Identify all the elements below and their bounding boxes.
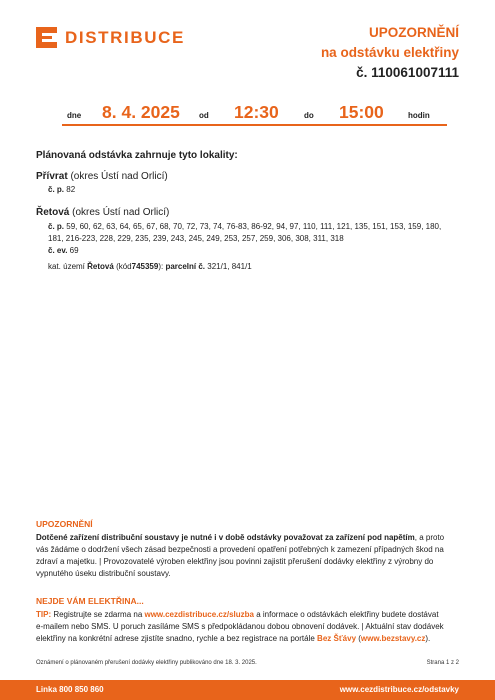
date-label: dne [67,111,82,120]
from-label: od [199,111,209,120]
logo-mark-icon [36,27,57,48]
outage-date: 8. 4. 2025 [102,102,180,122]
to-label: do [304,111,314,120]
notice-header [321,23,459,83]
page-number: Strana 1 z 2 [426,660,459,666]
registration-link[interactable]: www.cezdistribuce.cz/sluzba [144,610,254,619]
locations-intro: Plánovaná odstávka zahrnuje tyto lokality: [36,150,238,161]
logo-text: DISTRIBUCE [65,27,185,47]
outages-link[interactable]: www.cezdistribuce.cz/odstavky [339,685,459,694]
start-time: 12:30 [234,102,279,122]
notice-subtitle: na odstávku elektřiny [320,45,459,60]
warning-title: UPOZORNĚNÍ [36,519,93,529]
cadastral-info: kat. území Řetová (kód745359): parcelní č. 321/1, 841/1 [48,262,252,271]
portal-link[interactable]: www.bezstavy.cz [360,634,426,643]
location-title [36,171,168,182]
hotline-number[interactable]: Linka 800 850 860 [36,685,104,694]
divider [62,124,447,126]
notice-title: UPOZORNĚNÍ [368,25,459,40]
company-logo [36,27,185,48]
location-district: (okres Ústí nad Orlicí) [72,207,170,218]
location-title [36,207,169,218]
location-house-numbers: č. p. 59, 60, 62, 63, 64, 65, 67, 68, 70, 72, 73, 74, 76-83, 86-92, 94, 97, 110, 111, 121, 135, 151, 153, 159, 180, 181, 216-223, 228, 229, 235, 239, 243, 245, 249, 253, 257, 259, 306, 308, 311, 318 č. ev. 69 [48,222,442,255]
publication-note: Oznámení o plánovaném přerušení dodávky elektřiny publikováno dne 18. 3. 2025. [36,660,257,666]
location-name: Řetová [36,207,70,218]
promo-text: TIP: Registrujte se zdarma na www.cezdistribuce.cz/sluzba a informace o odstávkách elektřiny budete dostávat e-mailem nebo SMS. U poruch zasíláme SMS s předpokládanou dobou obnovení dodávek. | Aktuální stav dodávek elektřiny na konkrétní adrese zjistíte snadno, rychle a bez registrace na portále Bez Šťávy (www.bezstavy.cz). [36,610,444,643]
hours-label: hodin [408,111,430,120]
portal-name: Bez Šťávy [317,634,357,643]
location-name: Přívrat [36,171,68,182]
footer-bar [0,680,495,700]
location-house-numbers: č. p. 82 [48,185,76,194]
promo-title: NEJDE VÁM ELEKTŘINA... [36,596,144,606]
notice-number: č. 110061007111 [356,65,459,80]
end-time: 15:00 [339,102,384,122]
location-district: (okres Ústí nad Orlicí) [70,171,168,182]
warning-text: Dotčené zařízení distribuční soustavy je nutné i v době odstávky považovat za zařízení pod napětím, a proto vás žádáme o dodržení všech zásad bezpečnosti a provedení opatření potřebných k zamezení případných škod na zdraví a majetku. | Provozovatelé výroben elektřiny jsou povinni zajistit přerušení dodávky elektřiny z výrobny do vypnutého úseku distribuční soustavy. [36,533,445,578]
tip-label: TIP: [36,610,52,619]
